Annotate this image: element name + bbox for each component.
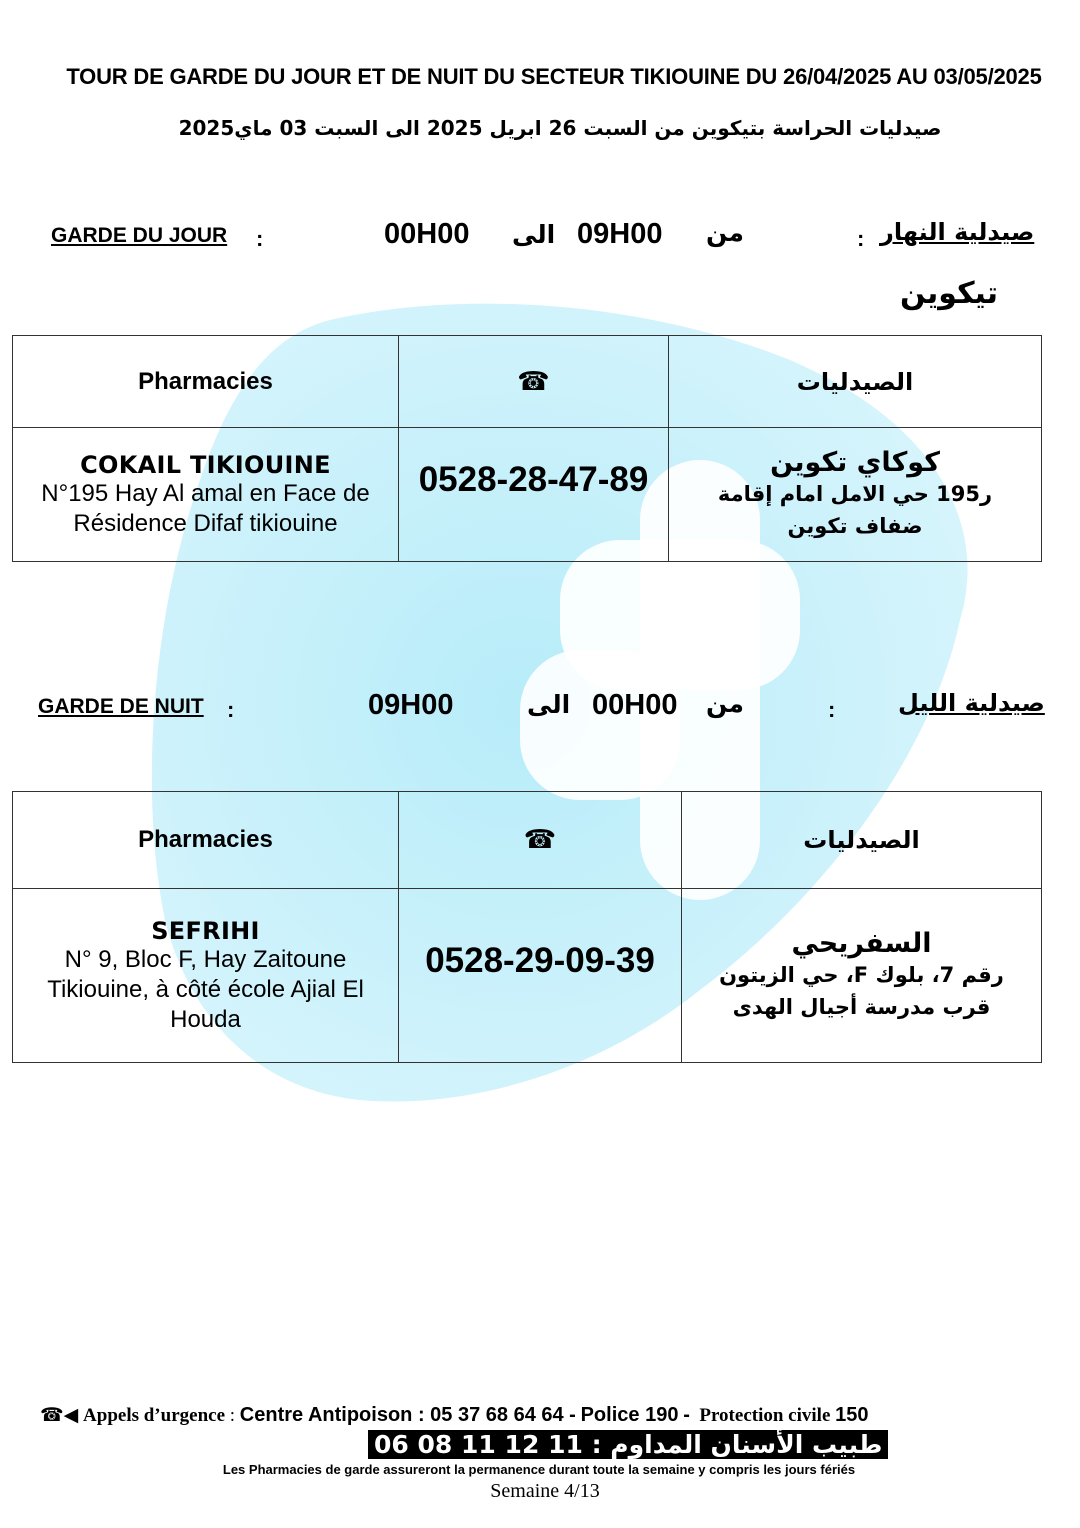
urgence-label: Appels d’urgence	[83, 1405, 226, 1426]
telephone-icon: ☎	[523, 825, 557, 855]
protection-label: Protection civile	[699, 1405, 831, 1426]
night-pharmacy-table	[12, 791, 1042, 1063]
antipoison-number: Centre Antipoison : 05 37 68 64 64 -	[239, 1404, 576, 1426]
pharmacy-name-fr: SEFRIHI	[151, 916, 260, 945]
emergency-dash: -	[683, 1404, 690, 1426]
day-word-from: من	[706, 218, 744, 247]
pharmacy-phone: 0528-28-47-89	[418, 459, 649, 499]
pharmacy-name-ar: كوكاي تكوين	[770, 447, 940, 478]
col-header-pharmacies: Pharmacies	[13, 336, 399, 428]
day-pharmacy-table	[12, 335, 1042, 562]
night-pharmacy-ar	[682, 889, 1042, 1063]
night-label-fr: GARDE DE NUIT	[38, 695, 204, 718]
col-header-pharmacies-ar: الصيدليات	[682, 792, 1042, 889]
night-time-to: 09H00	[368, 689, 454, 721]
night-word-from: من	[706, 689, 744, 718]
day-label-ar: صيدلية النهار	[880, 218, 1035, 246]
col-header-phone	[399, 336, 669, 428]
night-colon-right: :	[828, 697, 836, 722]
day-pharmacy-ar	[669, 428, 1042, 562]
telephone-icon: ☎	[517, 366, 550, 397]
pharmacy-address-ar: ر195 حي الامل امام إقامة ضفاف تكوين	[717, 482, 993, 538]
police-number: Police 190	[580, 1404, 679, 1426]
day-time-to: 00H00	[384, 218, 470, 250]
permanence-note: Les Pharmacies de garde assureront la permanence durant toute la semaine y compris les jours fériés	[222, 1462, 856, 1477]
day-colon-right: :	[857, 226, 865, 251]
col-header-pharmacies-ar: الصيدليات	[669, 336, 1042, 428]
day-city: تيكوين	[900, 276, 999, 311]
protection-number: 150	[835, 1404, 869, 1426]
phone-speaker-icon: ☎◀	[40, 1404, 79, 1426]
day-label-fr: GARDE DU JOUR	[51, 224, 228, 247]
day-word-to: الى	[512, 220, 556, 249]
night-time-from: 00H00	[592, 689, 678, 721]
pharmacy-name-fr: COKAIL TIKIOUINE	[80, 450, 331, 479]
day-pharmacy-phone	[399, 428, 669, 562]
document-title-ar: صيدليات الحراسة بتيكوين من السبت 26 ابريل 2025 الى السبت 03 ماي2025	[178, 116, 942, 140]
night-word-to: الى	[527, 690, 571, 719]
night-colon-left: :	[227, 697, 235, 722]
urgence-sep: :	[229, 1405, 236, 1426]
document-title-fr: TOUR DE GARDE DU JOUR ET DE NUIT DU SECTEUR TIKIOUINE DU 26/04/2025 AU 03/05/2025	[66, 64, 1042, 89]
day-pharmacy-fr	[13, 428, 399, 562]
night-pharmacy-fr	[13, 889, 399, 1063]
night-label-ar: صيدلية الليل	[898, 689, 1045, 717]
week-indicator: Semaine 4/13	[490, 1480, 600, 1502]
pharmacy-address-fr: N°195 Hay Al amal en Face de Résidence Difaf tikiouine	[41, 479, 370, 537]
night-pharmacy-phone	[399, 889, 682, 1063]
day-colon-left: :	[256, 226, 264, 251]
pharmacy-address-fr: N° 9, Bloc F, Hay Zaitoune Tikiouine, à côté école Ajial El Houda	[47, 945, 364, 1033]
col-header-phone	[399, 792, 682, 889]
day-time-from: 09H00	[577, 218, 663, 250]
emergency-line	[40, 1404, 869, 1427]
pharmacy-name-ar: السفريحي	[791, 928, 932, 959]
dentist-on-call: طبيب الأسنان المداوم : 11 12 11 08 06	[368, 1430, 888, 1459]
col-header-pharmacies: Pharmacies	[13, 792, 399, 889]
pharmacy-phone: 0528-29-09-39	[425, 940, 655, 980]
pharmacy-address-ar: رقم 7، بلوك F، حي الزيتون قرب مدرسة أجيال الهدى	[719, 963, 1004, 1019]
